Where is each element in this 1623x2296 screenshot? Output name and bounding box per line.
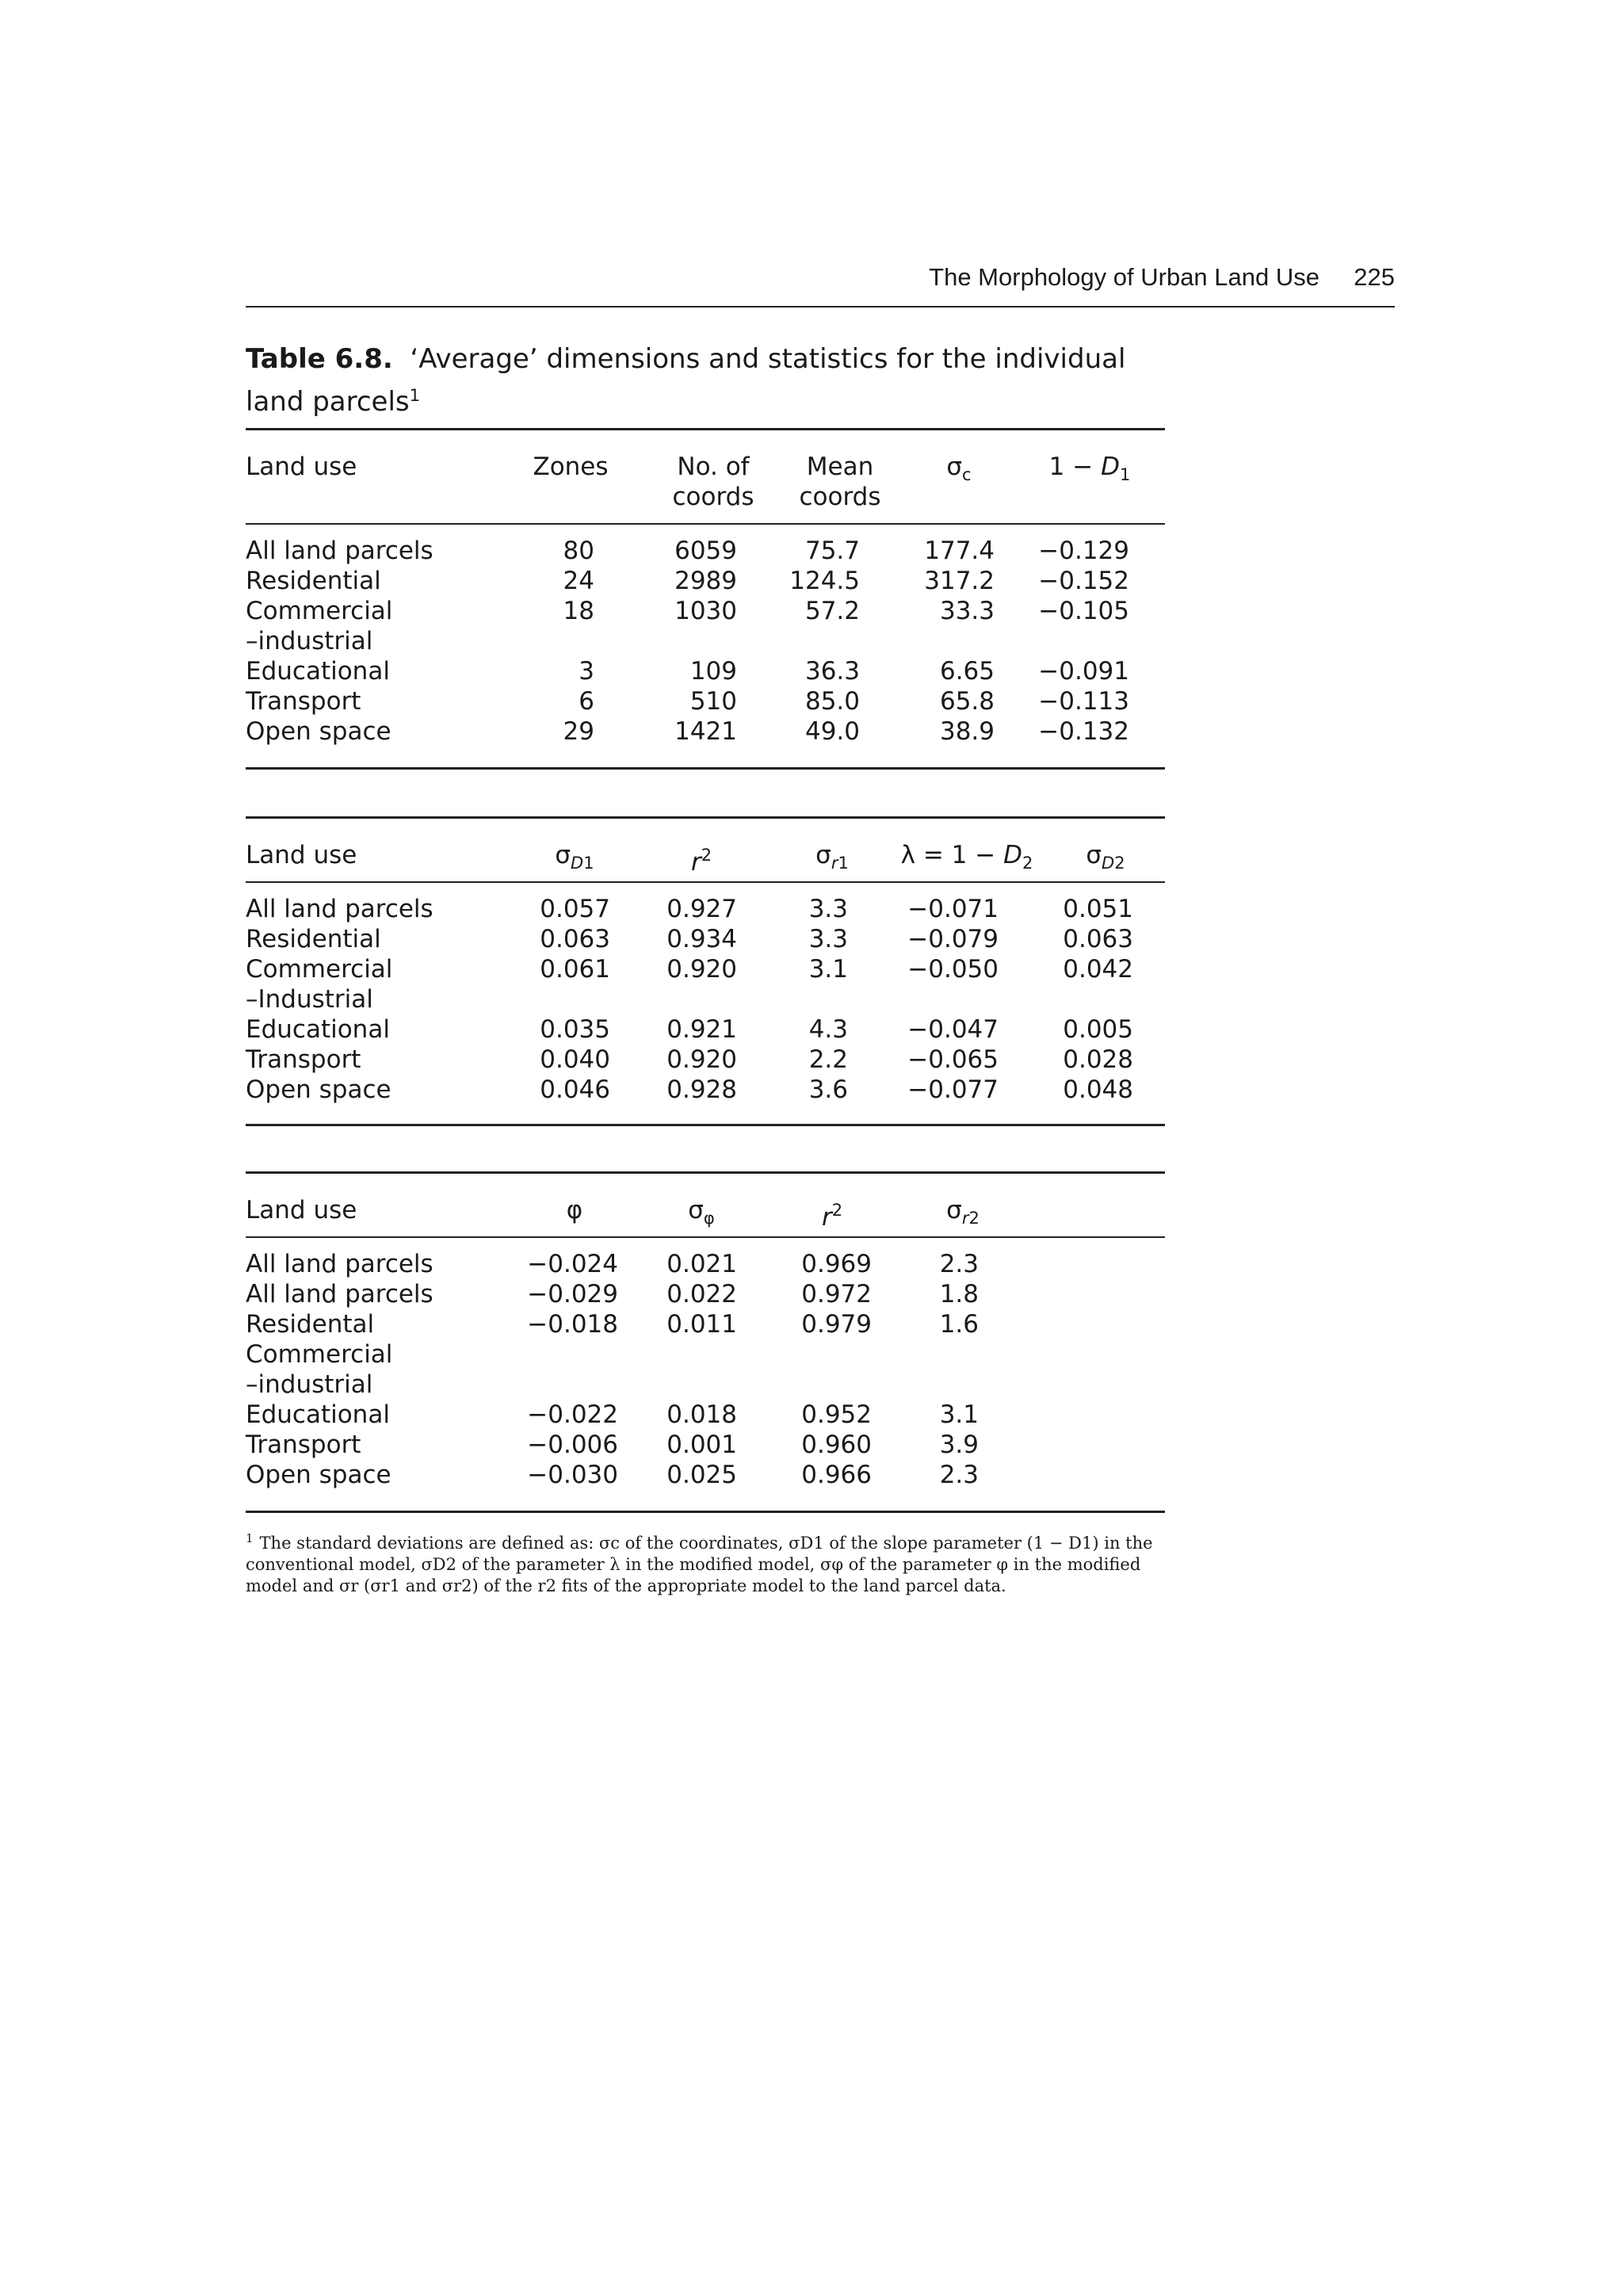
table2-cell: 0.920 bbox=[666, 1045, 737, 1074]
table1-cell: −0.132 bbox=[1038, 717, 1129, 746]
table2-cell: 0.042 bbox=[1063, 955, 1133, 984]
table1-cell: 1421 bbox=[674, 717, 737, 746]
table1-cell: 29 bbox=[563, 717, 594, 746]
footnote-text: The standard deviations are defined as: σc of the coordinates, σD1 of the slope parameter (1 − D1) in the conventional model, σD2 of the parameter λ in the modified model, σφ of the parameter φ in the modified model and σr (σr1 and σr2) of the r2 fits of the appropriate model to the land parcel data. bbox=[246, 1534, 1153, 1595]
table2-cell: 0.051 bbox=[1063, 895, 1133, 923]
table2-cell: 2.2 bbox=[808, 1045, 848, 1074]
table-title: ‘Average’ dimensions and statistics for the individual land parcels bbox=[246, 343, 1126, 418]
table1-cell: 317.2 bbox=[924, 567, 995, 595]
table3-cell: 2.3 bbox=[939, 1250, 979, 1278]
table3-cell: 1.6 bbox=[939, 1310, 979, 1339]
table2-cell: 0.040 bbox=[540, 1045, 610, 1074]
table1-bottom-rule bbox=[246, 767, 1165, 770]
table2-cell: 0.920 bbox=[666, 955, 737, 984]
table3-cell: −0.006 bbox=[527, 1431, 618, 1459]
table1-cell: 177.4 bbox=[924, 537, 995, 565]
table3-row-label: Educational bbox=[246, 1400, 390, 1429]
t1-header-mean: Mean coords bbox=[799, 453, 881, 511]
table3-cell: 0.952 bbox=[801, 1400, 872, 1429]
table3-row-label: All land parcels bbox=[246, 1280, 433, 1308]
table3-cell: 2.3 bbox=[939, 1461, 979, 1489]
table2-cell: 0.048 bbox=[1063, 1075, 1133, 1104]
page-number: 225 bbox=[1354, 263, 1395, 291]
table1-cell: −0.129 bbox=[1038, 537, 1129, 565]
table1-row-label: All land parcels bbox=[246, 537, 433, 565]
table1-row-label: Commercial–industrial bbox=[246, 597, 393, 655]
table1-cell: 6059 bbox=[674, 537, 737, 565]
table3-row-label: Commercial–industrial bbox=[246, 1340, 393, 1399]
t1-header-sigma-c: $\sigma_c$ bbox=[946, 453, 972, 484]
table3-cell: 0.969 bbox=[801, 1250, 872, 1278]
table1-top-rule bbox=[246, 428, 1165, 430]
table3-cell: 3.9 bbox=[939, 1431, 979, 1459]
table2-cell: 0.063 bbox=[540, 925, 610, 953]
header-rule bbox=[246, 306, 1395, 308]
table2-cell: −0.047 bbox=[907, 1015, 999, 1044]
footnote-mark: 1 bbox=[246, 1531, 254, 1545]
table3-cell: 0.960 bbox=[801, 1431, 872, 1459]
table3-bottom-rule bbox=[246, 1511, 1165, 1513]
table1-cell: −0.105 bbox=[1038, 597, 1129, 625]
table1-cell: 6.65 bbox=[939, 657, 995, 686]
table1-row-label: Transport bbox=[246, 687, 361, 716]
table2-bottom-rule bbox=[246, 1124, 1165, 1126]
t3-header-sigma-phi: $\sigma_\varphi$ bbox=[688, 1196, 715, 1228]
table2-cell: 0.921 bbox=[666, 1015, 737, 1044]
running-header bbox=[246, 263, 1395, 295]
table3-row-label: Transport bbox=[246, 1431, 361, 1459]
table2-row-label: All land parcels bbox=[246, 895, 433, 923]
table3-cell: 0.972 bbox=[801, 1280, 872, 1308]
t1-header-landuse: Land use bbox=[246, 453, 357, 481]
footnote bbox=[246, 1528, 1165, 1597]
table1-cell: 2989 bbox=[674, 567, 737, 595]
table3-cell: 0.025 bbox=[666, 1461, 737, 1489]
table2-cell: 0.005 bbox=[1063, 1015, 1133, 1044]
table2-row-label: Educational bbox=[246, 1015, 390, 1044]
t1-header-coords: No. of coords bbox=[672, 453, 754, 511]
table3-cell: 0.021 bbox=[666, 1250, 737, 1278]
table1-row-label: Residential bbox=[246, 567, 381, 595]
t3-header-r2: $r^2$ bbox=[821, 1201, 843, 1232]
table1-cell: 75.7 bbox=[804, 537, 860, 565]
table3-cell: −0.024 bbox=[527, 1250, 618, 1278]
table2-cell: 0.035 bbox=[540, 1015, 610, 1044]
table3-cell: 0.011 bbox=[666, 1310, 737, 1339]
table3-cell: −0.030 bbox=[527, 1461, 618, 1489]
table2-row-label: Commercial–Industrial bbox=[246, 955, 393, 1014]
table2-cell: 3.1 bbox=[808, 955, 848, 984]
table3-cell: 0.018 bbox=[666, 1400, 737, 1429]
table3-cell: 0.001 bbox=[666, 1431, 737, 1459]
table1-cell: 18 bbox=[563, 597, 594, 625]
table1-cell: 65.8 bbox=[939, 687, 995, 716]
table1-cell: 80 bbox=[563, 537, 594, 565]
table2-cell: 0.028 bbox=[1063, 1045, 1133, 1074]
table-caption bbox=[246, 341, 1165, 420]
table2-cell: 0.061 bbox=[540, 955, 610, 984]
t3-header-sigma-r2: $\sigma_{r2}$ bbox=[946, 1196, 980, 1228]
table3-cell: 1.8 bbox=[939, 1280, 979, 1308]
table2-cell: 0.927 bbox=[666, 895, 737, 923]
table2-cell: −0.071 bbox=[907, 895, 999, 923]
running-title: The Morphology of Urban Land Use bbox=[929, 263, 1319, 291]
table1-cell: 38.9 bbox=[939, 717, 995, 746]
table3-row-label: Residental bbox=[246, 1310, 375, 1339]
table2-top-rule bbox=[246, 816, 1165, 819]
table1-cell: −0.113 bbox=[1038, 687, 1129, 716]
table2-row-label: Open space bbox=[246, 1075, 391, 1104]
table1-cell: 49.0 bbox=[804, 717, 860, 746]
table1-cell: 3 bbox=[579, 657, 594, 686]
table2-cell: 0.928 bbox=[666, 1075, 737, 1104]
table2-cell: 3.3 bbox=[808, 895, 848, 923]
table2-cell: 0.046 bbox=[540, 1075, 610, 1104]
table1-cell: 109 bbox=[689, 657, 737, 686]
t2-header-lambda: $\lambda = 1 - D_2$ bbox=[900, 841, 1033, 873]
table2-cell: 3.3 bbox=[808, 925, 848, 953]
table-label: Table 6.8. bbox=[246, 343, 393, 375]
table2-cell: −0.050 bbox=[907, 955, 999, 984]
t3-header-phi: φ bbox=[566, 1196, 583, 1224]
table2-cell: 0.934 bbox=[666, 925, 737, 953]
table2-cell: 3.6 bbox=[808, 1075, 848, 1104]
table3-cell: 0.979 bbox=[801, 1310, 872, 1339]
table2-cell: 0.057 bbox=[540, 895, 610, 923]
t2-header-sigma-d1: $\sigma_{D1}$ bbox=[555, 841, 594, 873]
t1-header-rule bbox=[246, 523, 1165, 525]
t3-header-rule bbox=[246, 1236, 1165, 1238]
table2-cell: −0.065 bbox=[907, 1045, 999, 1074]
table1-row-label: Open space bbox=[246, 717, 391, 746]
table2-row-label: Residential bbox=[246, 925, 381, 953]
t2-header-r2: $r^2$ bbox=[690, 846, 712, 877]
table1-cell: 124.5 bbox=[789, 567, 860, 595]
table1-row-label: Educational bbox=[246, 657, 390, 686]
table1-cell: −0.091 bbox=[1038, 657, 1129, 686]
table2-cell: −0.077 bbox=[907, 1075, 999, 1104]
table2-cell: 0.063 bbox=[1063, 925, 1133, 953]
table3-row-label: All land parcels bbox=[246, 1250, 433, 1278]
t1-header-zones: Zones bbox=[533, 453, 609, 481]
table3-row-label: Open space bbox=[246, 1461, 391, 1489]
table3-cell: 3.1 bbox=[939, 1400, 979, 1429]
t2-header-sigma-r1: $\sigma_{r1}$ bbox=[815, 841, 849, 873]
table3-cell: 0.966 bbox=[801, 1461, 872, 1489]
t2-header-rule bbox=[246, 881, 1165, 883]
table3-top-rule bbox=[246, 1171, 1165, 1174]
table2-cell: −0.079 bbox=[907, 925, 999, 953]
t1-header-one-minus-d1: $1 - D_1$ bbox=[1048, 453, 1131, 484]
table1-cell: 33.3 bbox=[939, 597, 995, 625]
table1-cell: 36.3 bbox=[804, 657, 860, 686]
table2-row-label: Transport bbox=[246, 1045, 361, 1074]
table1-cell: 24 bbox=[563, 567, 594, 595]
table3-cell: −0.022 bbox=[527, 1400, 618, 1429]
t3-header-landuse: Land use bbox=[246, 1196, 357, 1224]
table2-cell: 4.3 bbox=[808, 1015, 848, 1044]
caption-note-mark: 1 bbox=[409, 386, 421, 405]
table1-cell: 57.2 bbox=[804, 597, 860, 625]
table1-cell: 85.0 bbox=[804, 687, 860, 716]
t2-header-landuse: Land use bbox=[246, 841, 357, 869]
table1-cell: 6 bbox=[579, 687, 594, 716]
table3-cell: −0.029 bbox=[527, 1280, 618, 1308]
t2-header-sigma-d2: $\sigma_{D2}$ bbox=[1086, 841, 1125, 873]
table3-cell: −0.018 bbox=[527, 1310, 618, 1339]
table1-cell: 1030 bbox=[674, 597, 737, 625]
table1-cell: 510 bbox=[689, 687, 737, 716]
table1-cell: −0.152 bbox=[1038, 567, 1129, 595]
table3-cell: 0.022 bbox=[666, 1280, 737, 1308]
